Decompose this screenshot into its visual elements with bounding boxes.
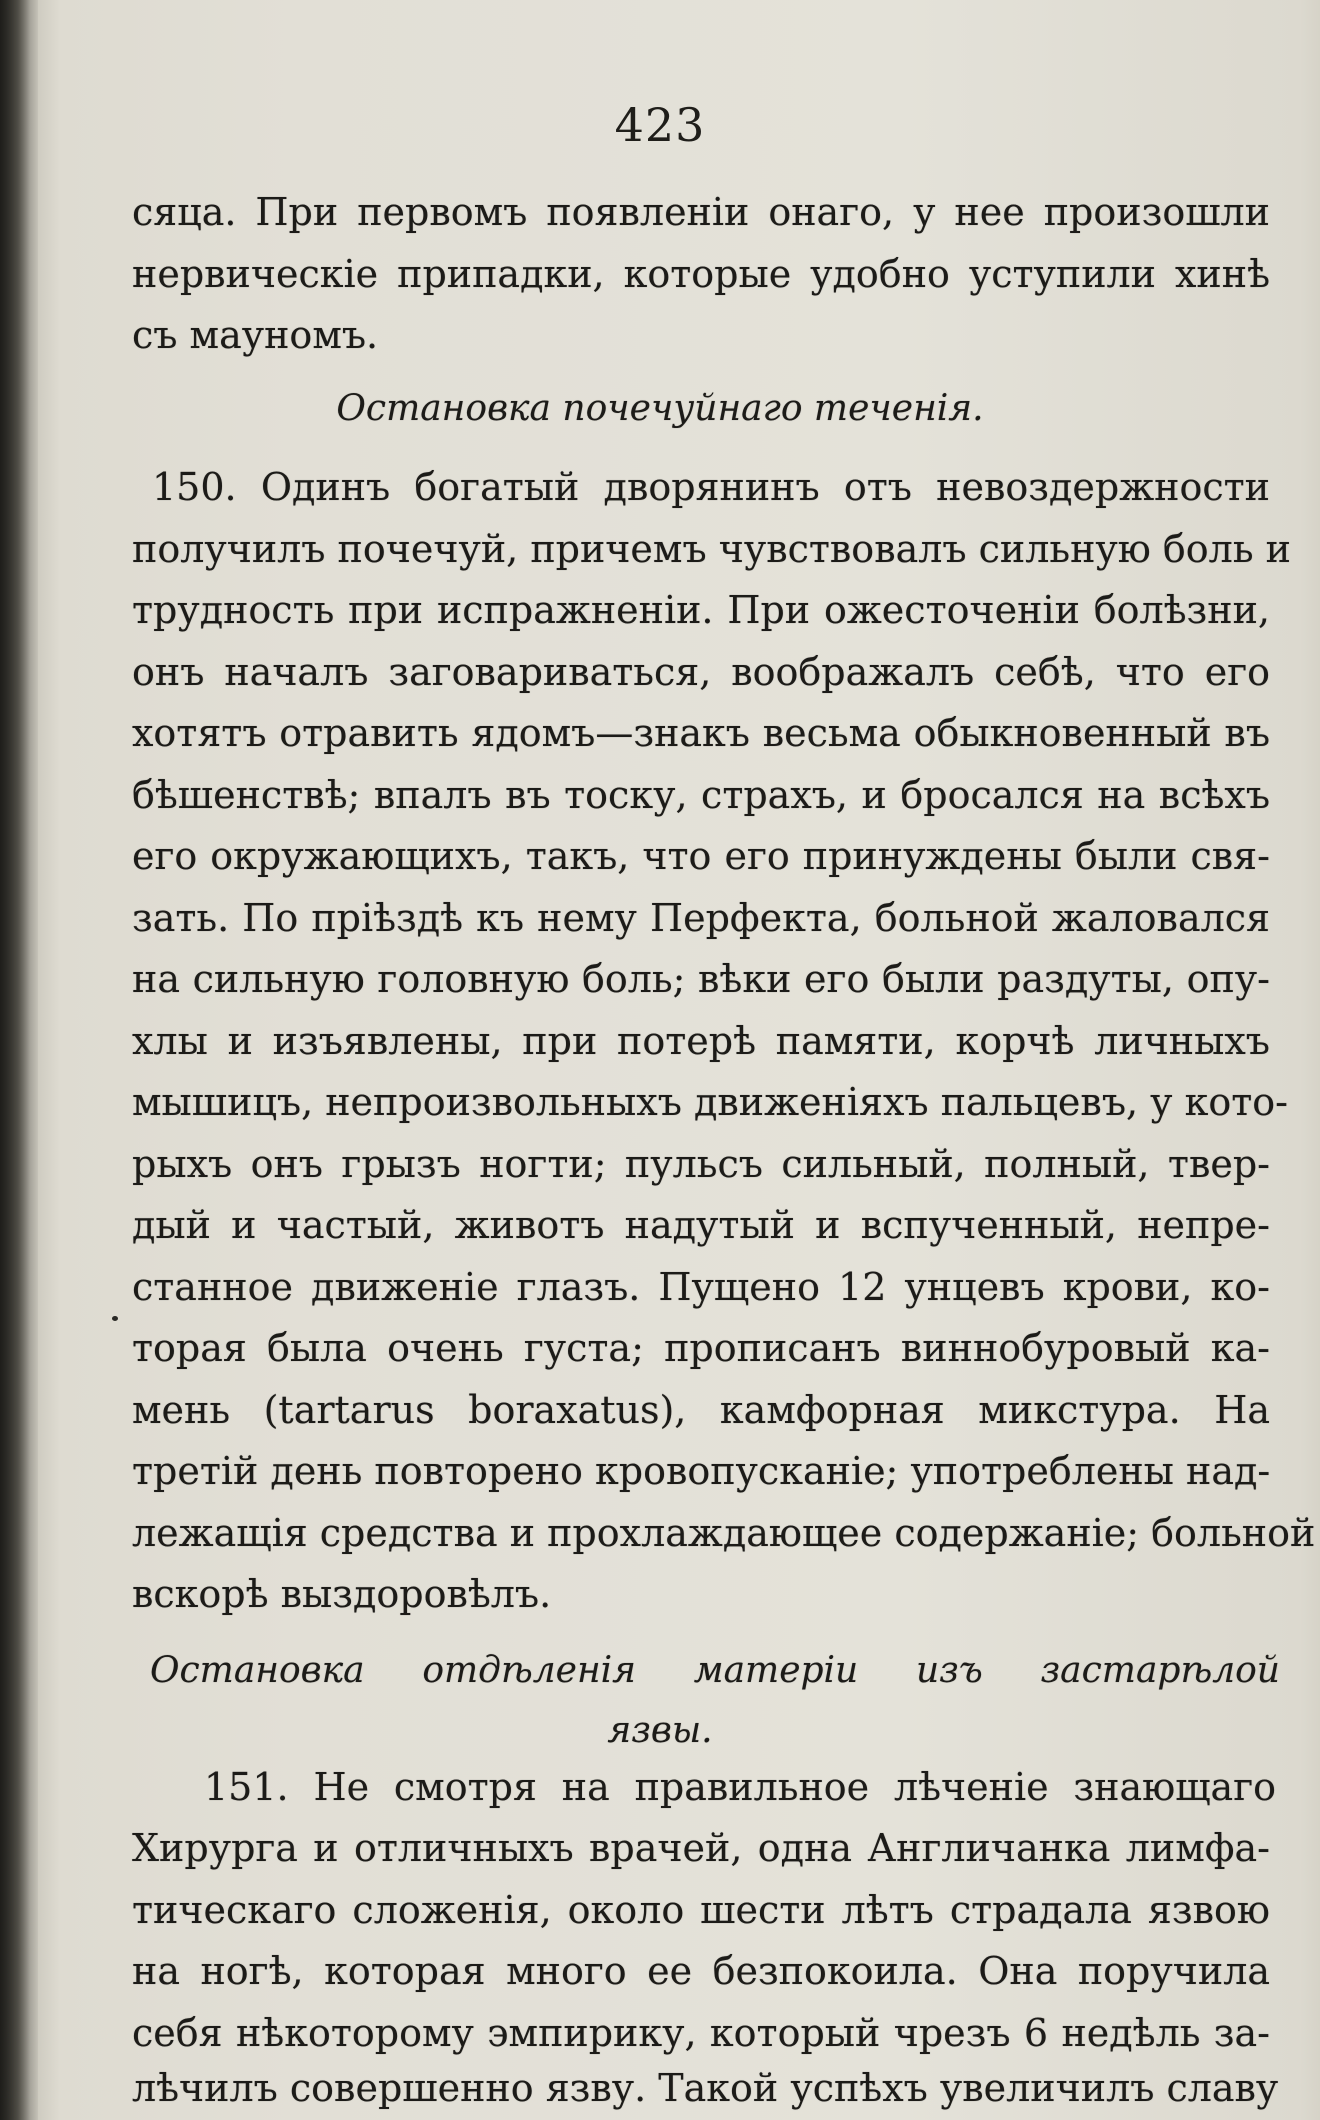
ink-speck bbox=[112, 1316, 118, 1321]
text-line: себя нѣкоторому эмпирику, который чрезъ 6 недѣль за- bbox=[132, 2011, 1270, 2055]
text-line: рыхъ онъ грызъ ногти; пульсъ сильный, полный, твер- bbox=[132, 1142, 1270, 1186]
text-line: бѣшенствѣ; впалъ въ тоску, страхъ, и бросался на всѣхъ bbox=[132, 773, 1270, 817]
text-line: его окружающихъ, такъ, что его принуждены были свя- bbox=[132, 834, 1270, 878]
text-line: 150. Одинъ богатый дворянинъ отъ невоздержности bbox=[152, 465, 1270, 509]
text-line: получилъ почечуй, причемъ чувствовалъ сильную боль и bbox=[132, 527, 1291, 571]
text-line: сяца. При первомъ появленіи онаго, у нее произошли bbox=[132, 190, 1270, 234]
text-line: вскорѣ выздоровѣлъ. bbox=[132, 1572, 552, 1616]
text-line: мышицъ, непроизвольныхъ движеніяхъ пальцевъ, у кото- bbox=[132, 1080, 1288, 1124]
text-line: лежащія средства и прохлаждающее содержаніе; больной bbox=[132, 1511, 1316, 1555]
section-heading: Остановка отдѣленія матеріи изъ застарѣлой bbox=[150, 1650, 1280, 1691]
text-line: станное движеніе глазъ. Пущено 12 унцевъ крови, ко- bbox=[132, 1265, 1270, 1309]
book-gutter-shadow bbox=[0, 0, 38, 2120]
text-line: онъ началъ заговариваться, воображалъ себѣ, что его bbox=[132, 650, 1270, 694]
text-line: нервическіе припадки, которые удобно уступили хинѣ bbox=[132, 252, 1270, 296]
text-line: хотятъ отравить ядомъ—знакъ весьма обыкновенный въ bbox=[132, 711, 1270, 755]
text-line: на ногѣ, которая много ее безпокоила. Она поручила bbox=[132, 1949, 1270, 1993]
text-line: мень (tartarus boraxatus), камфорная микстура. На bbox=[132, 1388, 1270, 1432]
text-line: тическаго сложенія, около шести лѣтъ страдала язвою bbox=[132, 1888, 1270, 1932]
text-line: съ мауномъ. bbox=[132, 313, 379, 357]
text-line: дый и частый, животъ надутый и вспученный, непре- bbox=[132, 1203, 1270, 1247]
text-line: торая была очень густа; прописанъ виннобуровый ка- bbox=[132, 1326, 1270, 1370]
text-line: трудность при испражненіи. При ожесточеніи болѣзни, bbox=[132, 588, 1270, 632]
text-line: зать. По пріѣздѣ къ нему Перфекта, больной жаловался bbox=[132, 896, 1270, 940]
section-heading: Остановка почечуйнаго теченія. bbox=[336, 388, 984, 429]
text-line: 151. Не смотря на правильное лѣченіе знающаго bbox=[204, 1765, 1276, 1809]
text-line: хлы и изъявлены, при потерѣ памяти, корчѣ личныхъ bbox=[132, 1019, 1270, 1063]
section-heading-continuation: язвы. bbox=[607, 1710, 713, 1751]
text-line: на сильную головную боль; вѣки его были раздуты, опу- bbox=[132, 957, 1270, 1001]
text-line: Хирурга и отличныхъ врачей, одна Англичанка лимфа- bbox=[132, 1826, 1270, 1870]
text-line: лѣчилъ совершенно язву. Такой успѣхъ увеличилъ славу bbox=[132, 2066, 1279, 2110]
page-number: 423 bbox=[614, 98, 706, 152]
text-line: третій день повторено кровопусканіе; употреблены над- bbox=[132, 1449, 1271, 1493]
